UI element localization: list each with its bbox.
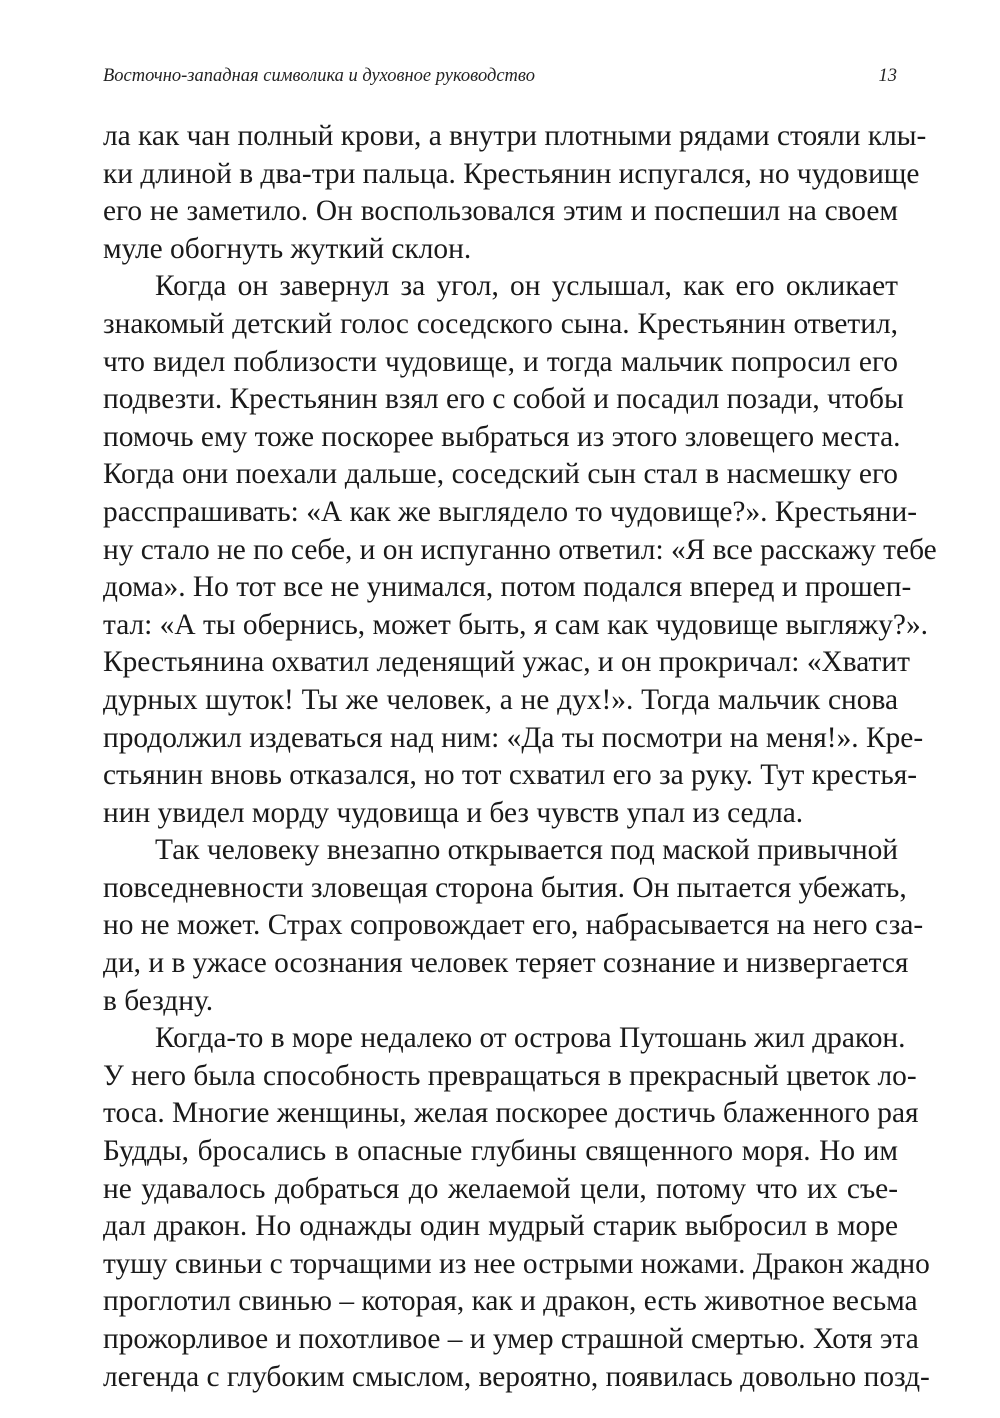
text-line: У него была способность превращаться в прекрасный цветок ло- [103,1059,917,1092]
text-line: продолжил издеваться над ним: «Да ты посмотри на меня!». Кре- [103,721,924,754]
text-line: муле обогнуть жуткий склон. [103,232,472,265]
text-line: что видел поблизости чудовище, и тогда мальчик попросил его [103,345,898,378]
text-line: помочь ему тоже поскорее выбраться из этого зловещего места. [103,420,901,453]
text-line: его не заметило. Он воспользовался этим и поспешил на своем [103,195,898,228]
text-line: но не может. Страх сопровождает его, набрасывается на него сза- [103,909,924,942]
text-line: Крестьянина охватил леденящий ужас, и он прокричал: «Хватит [103,646,910,679]
text-line: нин увидел морду чудовища и без чувств упал из седла. [103,796,804,829]
text-line: расспрашивать: «А как же выглядело то чудовище?». Крестьяни- [103,495,917,528]
text-line: прожорливое и похотливое – и умер страшной смертью. Хотя эта [103,1323,919,1355]
text-line: легенда с глубоким смыслом, вероятно, появилась довольно позд- [103,1360,930,1393]
text-line: Будды, бросались в опасные глубины священного моря. Но им [103,1135,898,1168]
text-line: ла как чан полный крови, а внутри плотными рядами стояли клы- [103,120,927,152]
running-head [103,62,897,90]
paragraph-first-line: Когда-то в море недалеко от острова Путошань жил дракон. [155,1022,906,1055]
running-title: Восточно-западная символика и духовное руководство [103,66,535,86]
text-line: ди, и в ужасе осознания человек теряет сознание и низвергается [103,947,909,980]
body-text [103,118,937,1396]
text-line: Когда они поехали дальше, соседский сын стал в насмешку его [103,458,898,491]
text-line: стьянин вновь отказался, но тот схватил его за руку. Тут крестья- [103,759,918,792]
text-line: подвезти. Крестьянин взял его с собой и посадил позади, чтобы [103,383,904,416]
text-line: знакомый детский голос соседского сына. Крестьянин ответил, [103,307,898,340]
paragraph-first-line: Так человеку внезапно открывается под маской привычной [155,834,898,867]
paragraph-first-line: Когда он завернул за угол, он услышал, как его окликает [155,270,898,303]
text-line: дурных шуток! Ты же человек, а не дух!». Тогда мальчик снова [103,683,898,716]
text-line: не удавалось добраться до желаемой цели, потому что их съе- [103,1172,898,1205]
page-number: 13 [878,66,897,86]
text-line: тал: «А ты обернись, может быть, я сам как чудовище выгляжу?». [103,608,928,641]
text-line: дома». Но тот все не унимался, потом подался вперед и прошеп- [103,571,912,604]
text-line: в бездну. [103,984,214,1017]
text-line: ну стало не по себе, и он испуганно ответил: «Я все расскажу тебе [103,533,937,566]
text-line: проглотил свинью – которая, как и дракон, есть животное весьма [103,1285,918,1318]
text-line: дал дракон. Но однажды один мудрый старик выбросил в море [103,1210,898,1243]
text-line: тушу свиньи с торчащими из нее острыми ножами. Дракон жадно [103,1247,930,1280]
text-line: ки длиной в два-три пальца. Крестьянин испугался, но чудовище [103,157,920,190]
text-line: тоса. Многие женщины, желая поскорее достичь блаженного рая [103,1097,919,1130]
text-line: повседневности зловещая сторона бытия. Он пытается убежать, [103,871,907,904]
